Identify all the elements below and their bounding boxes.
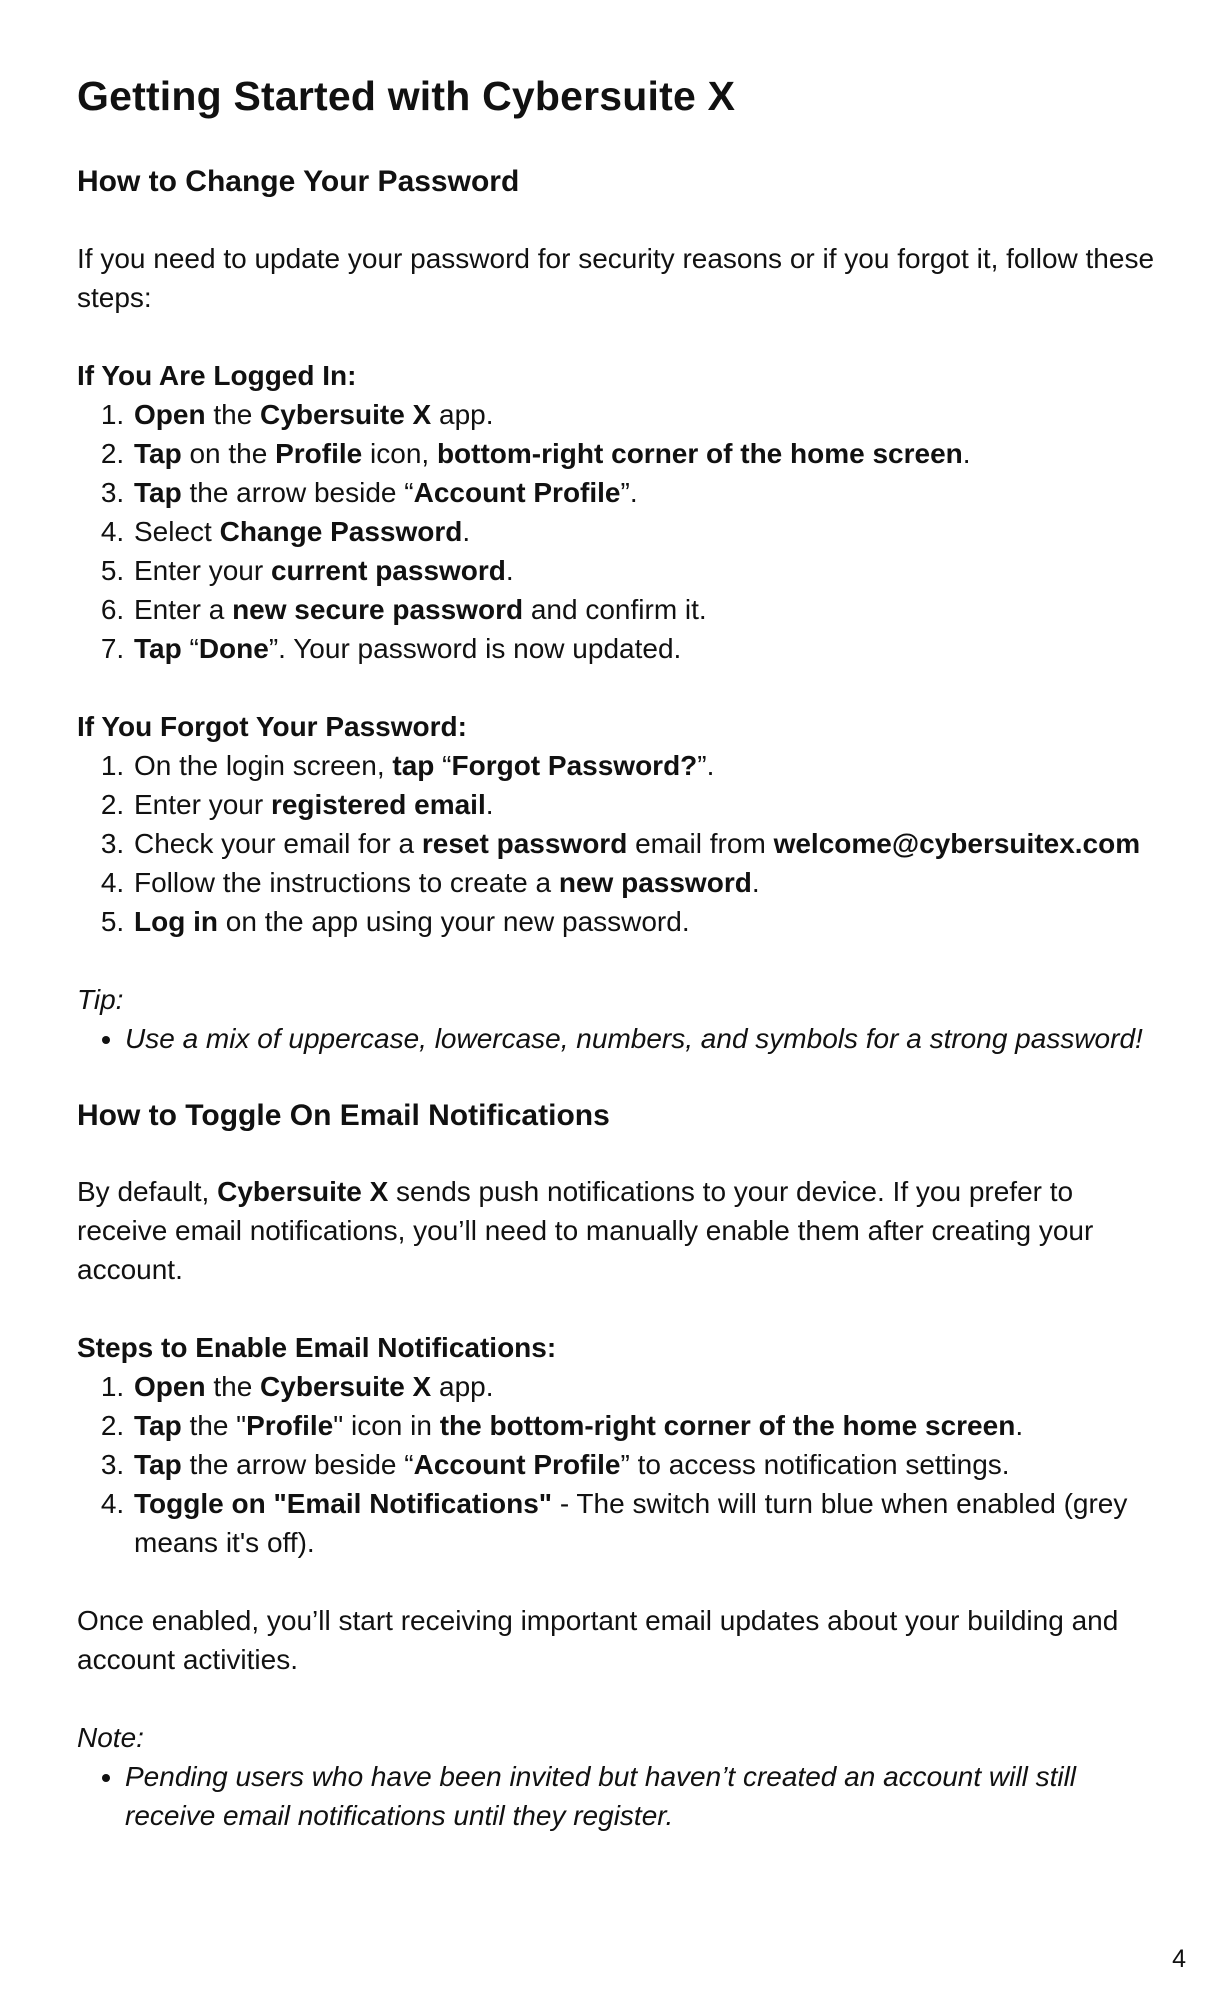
page-title: Getting Started with Cybersuite X (77, 73, 736, 119)
bold-text: the bottom-right corner of the home screen (439, 1410, 1016, 1442)
email-section-heading: How to Toggle On Email Notifications (77, 1098, 610, 1132)
bold-text: Done (198, 632, 269, 664)
bold-text: Forgot Password? (451, 749, 698, 781)
bold-text: Log in (134, 905, 218, 937)
text-run: on the app using your new password. (217, 905, 690, 937)
bold-text: Cybersuite X (260, 398, 432, 430)
text-run: . (485, 788, 494, 820)
tip-item: • Use a mix of uppercase, lowercase, numbers, and symbols for a strong password! (125, 1019, 1157, 1058)
text-run: . (1015, 1410, 1024, 1442)
password-intro: If you need to update your password for security reasons or if you forgot it, follow these steps: (77, 242, 1155, 313)
bold-text: new password (558, 866, 752, 898)
bold-text: welcome@cybersuitex.com (773, 827, 1141, 859)
text-run: Enter your (134, 554, 271, 586)
text-run: ”. (697, 749, 715, 781)
logged-in-step (132, 512, 1157, 551)
text-run: Select (134, 515, 220, 547)
forgot-step (132, 902, 1157, 941)
text-run: Enter a (134, 593, 233, 625)
text-run: " icon in (333, 1410, 440, 1442)
bold-text: Tap (134, 437, 182, 469)
text-run: ”. (620, 476, 638, 508)
bold-text: bottom-right corner of the home screen (436, 437, 963, 469)
bold-text: Cybersuite X (217, 1176, 389, 1208)
text-run: app. (431, 1371, 494, 1403)
forgot-step (132, 824, 1157, 863)
text-run: sends push notifications to your device. If you prefer to receive email notifications, you’ll need to manually enable them after creating your account. (77, 1176, 1094, 1286)
text-run: email from (627, 827, 774, 859)
note-item: • Pending users who have been invited but haven’t created an account will still receive email notifications until they register. (125, 1757, 1157, 1835)
bold-text: Tap (134, 1410, 182, 1442)
text-run: on the (181, 437, 276, 469)
bold-text: Account Profile (413, 1449, 621, 1481)
text-run: “ (434, 749, 452, 781)
text-run: - The switch will turn blue when enabled (grey means it's off). (134, 1488, 1128, 1559)
text-run: . (962, 437, 971, 469)
text-run: the (205, 1371, 261, 1403)
logged-in-step (132, 629, 1157, 668)
tip-label: Tip: (77, 983, 124, 1015)
email-steps-heading: Steps to Enable Email Notifications: (77, 1332, 557, 1364)
bold-text: Profile (275, 437, 363, 469)
text-run: icon, (362, 437, 437, 469)
note-label: Note: (77, 1722, 144, 1754)
bold-text: Open (134, 1371, 206, 1403)
bold-text: Tap (134, 1449, 182, 1481)
text-run: By default, (77, 1176, 218, 1208)
document-page (77, 72, 1157, 1874)
bold-text: Tap (134, 476, 182, 508)
text-run: ”. Your password is now updated. (268, 632, 682, 664)
text-run: the " (181, 1410, 247, 1442)
text-run: Enter your (134, 788, 271, 820)
text-run: the arrow beside “ (181, 1449, 414, 1481)
forgot-step (132, 785, 1157, 824)
email-step (132, 1484, 1157, 1562)
text-run: . (751, 866, 760, 898)
forgot-heading: If You Forgot Your Password: (77, 710, 467, 742)
logged-in-step (132, 473, 1157, 512)
bold-text: reset password (421, 827, 628, 859)
logged-in-step (132, 590, 1157, 629)
forgot-step (132, 746, 1157, 785)
logged-in-step (132, 434, 1157, 473)
email-step (132, 1445, 1157, 1484)
bold-text: registered email (270, 788, 486, 820)
tip-list (77, 1019, 1157, 1058)
email-closing: Once enabled, you’ll start receiving important email updates about your building and account activities. (77, 1605, 1119, 1676)
text-run: . (505, 554, 514, 586)
bold-text: Toggle on "Email Notifications" (134, 1488, 553, 1520)
forgot-steps (77, 746, 1157, 941)
email-intro (77, 1172, 1157, 1289)
note-list (77, 1757, 1157, 1835)
password-section-heading: How to Change Your Password (77, 165, 520, 199)
text-run: On the login screen, (134, 749, 393, 781)
bold-text: tap (392, 749, 435, 781)
logged-in-step (132, 551, 1157, 590)
bold-text: Tap (134, 632, 182, 664)
text-run: “ (181, 632, 199, 664)
page-number: 4 (1172, 1945, 1186, 1973)
email-steps (77, 1367, 1157, 1562)
bold-text: Open (134, 398, 206, 430)
bold-text: Profile (246, 1410, 334, 1442)
text-run: . (462, 515, 471, 547)
logged-in-step (132, 395, 1157, 434)
text-run: app. (431, 398, 494, 430)
text-run: ” to access notification settings. (620, 1449, 1010, 1481)
forgot-step (132, 863, 1157, 902)
bold-text: new secure password (232, 593, 524, 625)
text-run: Check your email for a (134, 827, 422, 859)
email-step (132, 1367, 1157, 1406)
email-step (132, 1406, 1157, 1445)
text-run: and confirm it. (523, 593, 707, 625)
bold-text: Change Password (219, 515, 463, 547)
logged-in-heading: If You Are Logged In: (77, 359, 357, 391)
bold-text: current password (270, 554, 506, 586)
text-run: the arrow beside “ (181, 476, 414, 508)
logged-in-steps (77, 395, 1157, 668)
bold-text: Account Profile (413, 476, 621, 508)
text-run: the (205, 398, 261, 430)
bold-text: Cybersuite X (260, 1371, 432, 1403)
text-run: Follow the instructions to create a (134, 866, 559, 898)
